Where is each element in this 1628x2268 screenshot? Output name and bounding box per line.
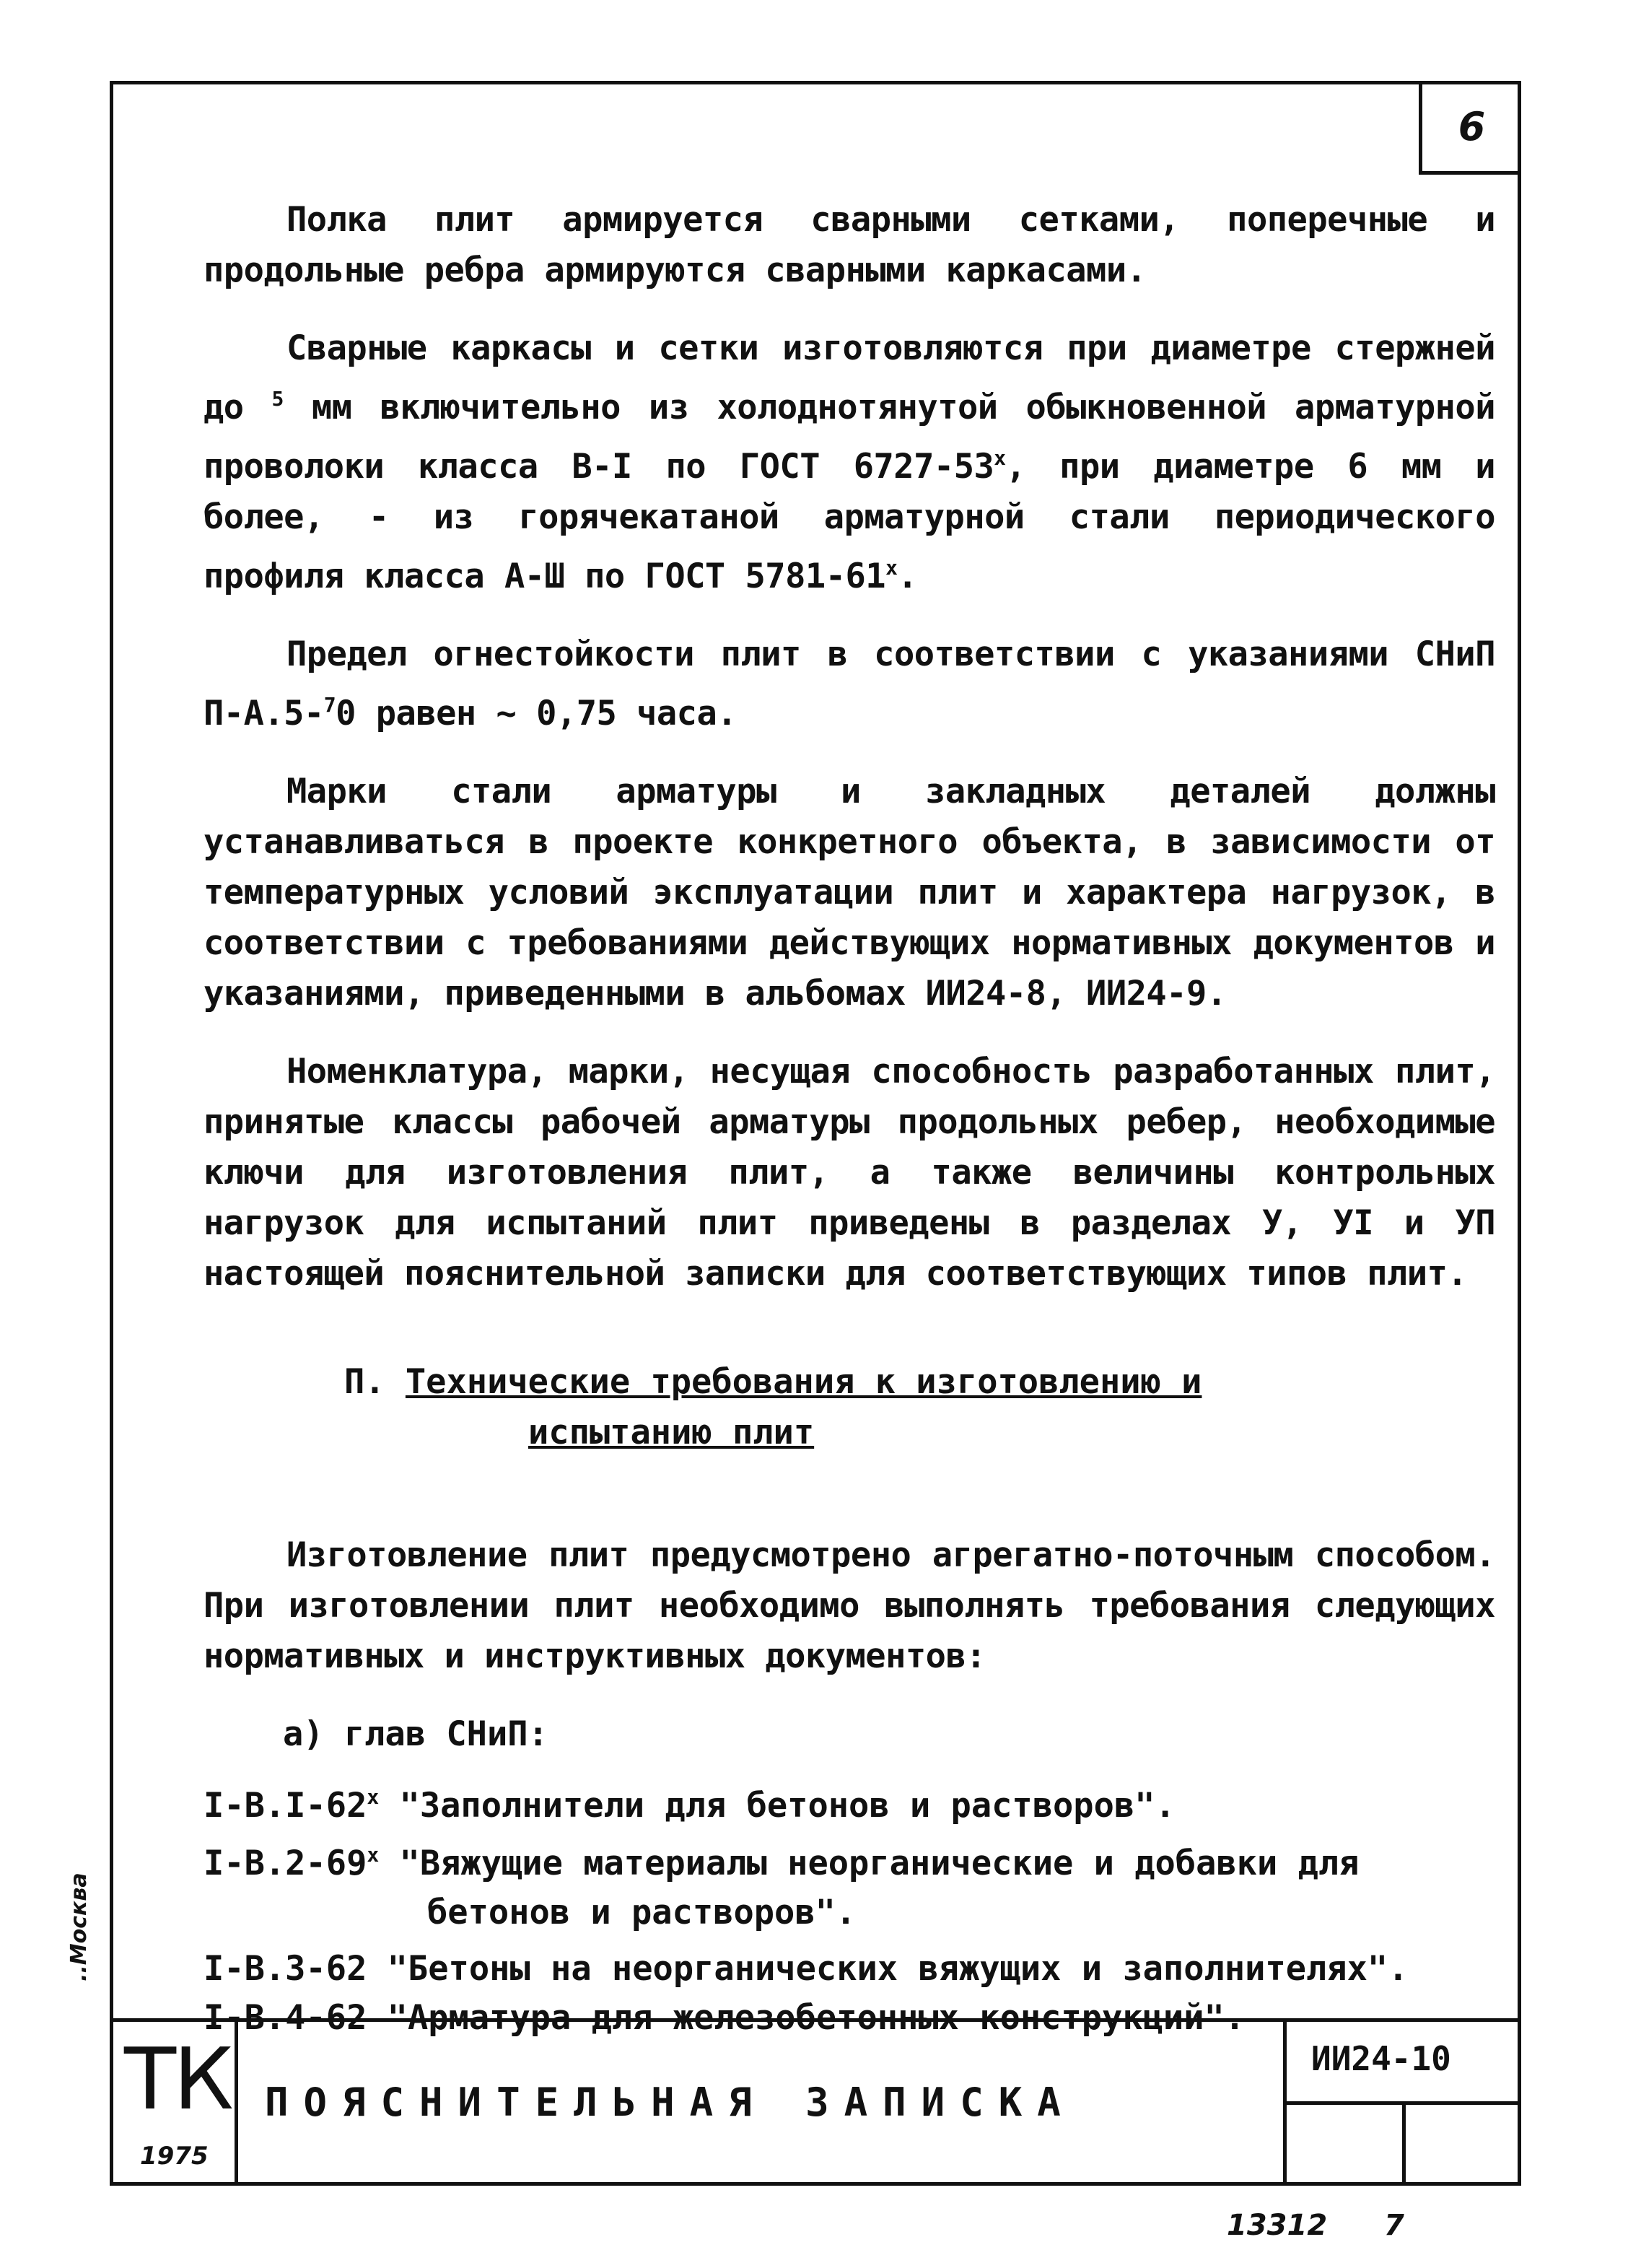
title-block	[110, 2018, 1521, 2186]
paragraph-5: Номенклатура, марки, несущая способность разработанных плит, принятые классы рабочей арматуры продольных ребер, необходимые ключи для изготовления плит, а также величины контрольных нагрузок для испытаний плит приведены в разделах У, УI и УП настоящей пояснительной записки для соответствующих типов плит.	[204, 1052, 1495, 1294]
section-number: П.	[344, 1362, 385, 1402]
paragraph-2-text-b: мм включительно из холоднотянутой обыкновенной арматурной проволоки класса В-I по ГОСТ 6727-53	[204, 388, 1496, 487]
list-item	[204, 1831, 1495, 1937]
stamp-divider	[1402, 2101, 1406, 2186]
tk-cell	[110, 2022, 238, 2186]
footer-number: 13312	[1227, 2209, 1328, 2242]
superscript-star: x	[885, 556, 898, 580]
superscript-star: x	[367, 1843, 380, 1867]
item-text: "Вяжущие материалы неорганические и добавки для	[379, 1844, 1360, 1883]
item-text: "Бетоны на неорганических вяжущих и заполнителях".	[367, 1949, 1409, 1989]
stamp-title: ПОЯСНИТЕЛЬНАЯ ЗАПИСКА	[265, 2080, 1076, 2125]
margin-note: ..Москва	[66, 1872, 92, 1981]
superscript-star: x	[994, 446, 1006, 470]
paragraph-3-text-a: Предел огнестойкости плит в соответствии с указаниями СНиП П-А.5-	[204, 634, 1495, 733]
paragraph-2-text-c: , при диаметре 6 мм и более, - из горячекатаной арматурной стали периодического профиля класса А-Ш по ГОСТ 5781-61	[204, 447, 1495, 596]
paragraph-2	[204, 323, 1495, 602]
paragraph-4: Марки стали арматуры и закладных деталей должны устанавливаться в проекте конкретного объекта, в зависимости от температурных условий эксплуатации плит и характера нагрузок, в соответствии с требованиями действующих нормативных документов и указаниями, приведенными в альбомах ИИ24-8, ИИ24-9.	[204, 772, 1495, 1013]
document-body	[204, 195, 1495, 2043]
paragraph-2-text-d: .	[897, 557, 918, 596]
item-code: I-В.I-62	[204, 1786, 367, 1826]
list-item	[204, 1945, 1495, 1994]
stamp-code: ИИ24-10	[1311, 2039, 1451, 2078]
paragraph-2-text-a: Сварные каркасы и сетки изготовляются при диаметре стержней до	[204, 328, 1495, 427]
section-title-line-1: Технические требования к изготовлению и	[405, 1362, 1202, 1402]
item-text-continuation: бетонов и растворов".	[427, 1893, 857, 1932]
list-item	[204, 1773, 1495, 1831]
page-number: 6	[1419, 82, 1521, 175]
section-title-line-2: испытанию плит	[528, 1413, 815, 1452]
paragraph-6: Изготовление плит предусмотрено агрегатно-поточным способом. При изготовлении плит необходимо выполнять требования следующих нормативных и инструктивных документов:	[204, 1535, 1495, 1676]
stamp-year: 1975	[140, 2142, 209, 2171]
item-code: I-В.2-69	[204, 1844, 367, 1883]
section-heading	[204, 1357, 1495, 1458]
subheading: а) глав СНиП:	[283, 1714, 548, 1754]
item-code: I-В.3-62	[204, 1949, 367, 1989]
paragraph-1: Полка плит армируется сварными сетками, поперечные и продольные ребра армируются сварными каркасами.	[204, 200, 1495, 290]
item-text: "Заполнители для бетонов и растворов".	[379, 1786, 1176, 1826]
document-list	[204, 1773, 1495, 2043]
footer-page: 7	[1384, 2209, 1404, 2242]
paragraph-3	[204, 629, 1495, 739]
superscript: 7	[323, 693, 336, 717]
tk-logo: ТК	[124, 2029, 231, 2129]
superscript-star: x	[367, 1785, 380, 1809]
superscript: 5	[271, 387, 284, 411]
item-code: I-В.4-62	[204, 1998, 367, 2038]
stamp-code-cell	[1283, 2022, 1521, 2186]
paragraph-3-text-b: 0 равен ~ 0,75 часа.	[336, 694, 738, 733]
item-text: "Арматура для железобетонных конструкций".	[367, 1998, 1246, 2038]
